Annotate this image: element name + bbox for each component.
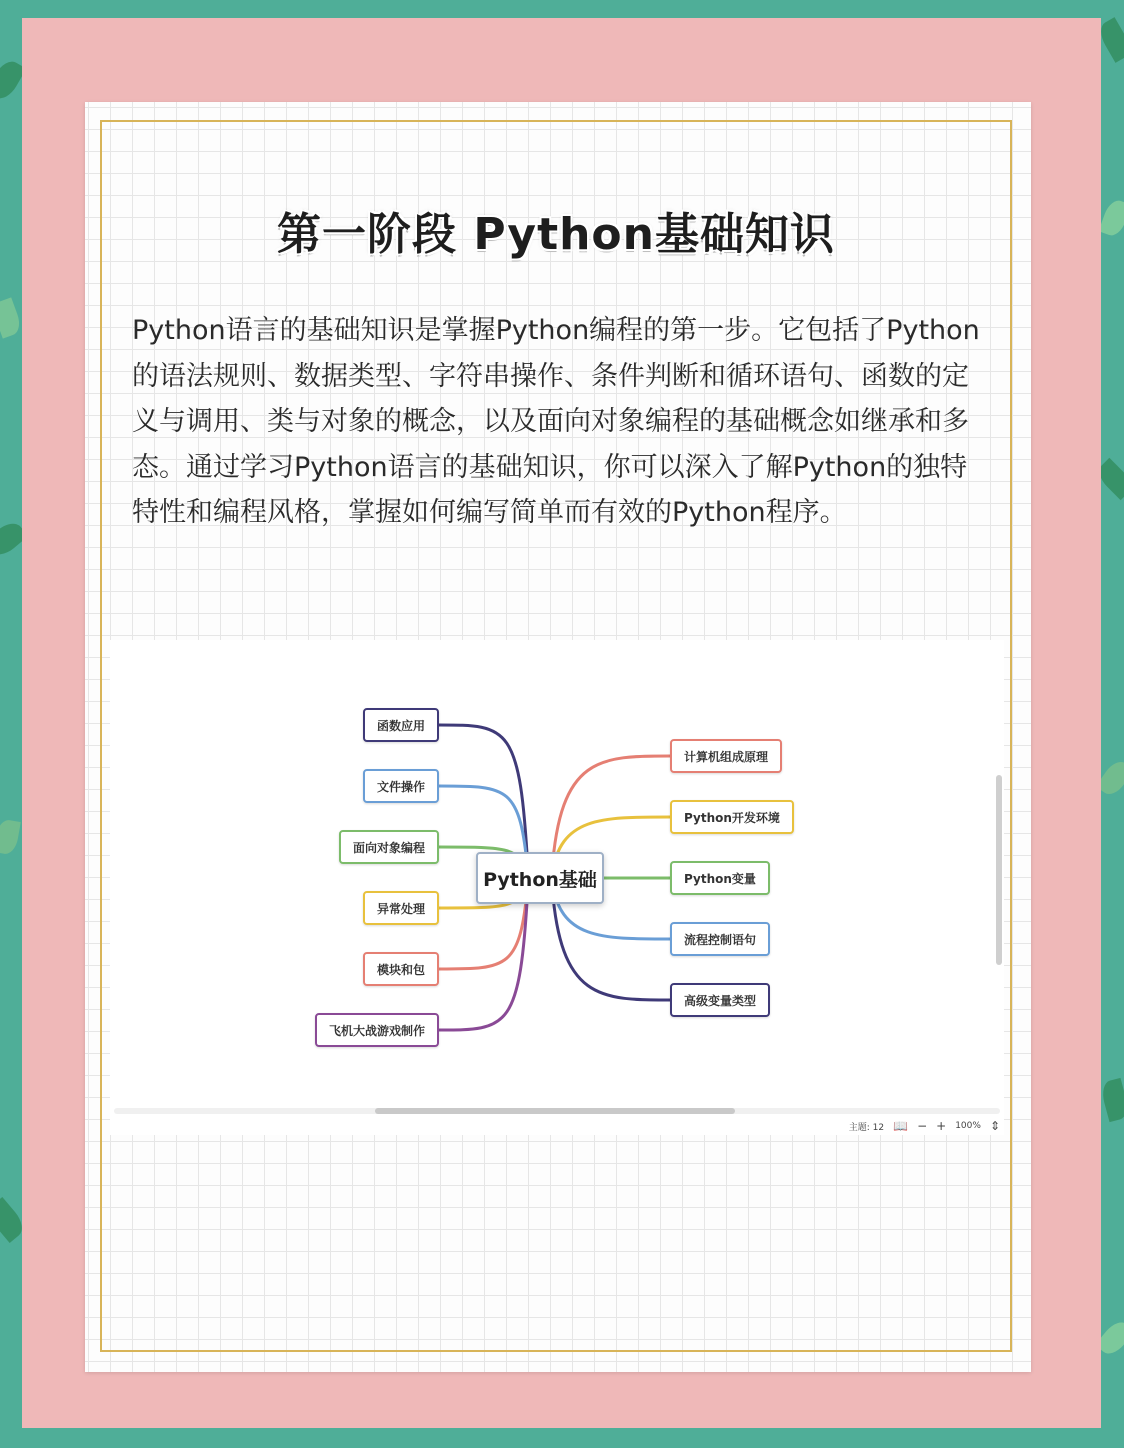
book-icon[interactable]: 📖 <box>893 1119 909 1133</box>
mindmap-node[interactable]: 流程控制语句 <box>670 922 770 956</box>
zoom-level[interactable]: 100% <box>955 1121 981 1131</box>
leaf-decoration <box>1099 1078 1124 1122</box>
horizontal-scrollbar[interactable] <box>375 1108 735 1114</box>
mindmap-node[interactable]: Python变量 <box>670 861 770 895</box>
mindmap-node[interactable]: 面向对象编程 <box>339 830 439 864</box>
leaf-decoration <box>0 297 23 338</box>
leaf-decoration <box>1099 197 1124 238</box>
mindmap-node[interactable]: 计算机组成原理 <box>670 739 782 773</box>
mindmap-node[interactable]: 飞机大战游戏制作 <box>315 1013 439 1047</box>
mindmap-node[interactable]: 异常处理 <box>363 891 439 925</box>
intro-paragraph: Python语言的基础知识是掌握Python编程的第一步。它包括了Python的语法规则、数据类型、字符串操作、条件判断和循环语句、函数的定义与调用、类与对象的概念，以及面向对象编程的基础概念如继承和多态。通过学习Python语言的基础知识，你可以深入了解Python的独特特性和编程风格，掌握如何编写简单而有效的Python程序。 <box>132 315 980 528</box>
mindmap-screenshot <box>110 640 1004 1135</box>
mindmap-node[interactable]: 文件操作 <box>363 769 439 803</box>
page-title: 第一阶段 Python基础知识 <box>277 209 835 260</box>
mindmap-node[interactable]: 模块和包 <box>363 952 439 986</box>
mindmap-node[interactable]: Python开发环境 <box>670 800 794 834</box>
zoom-out-button[interactable]: − <box>917 1119 928 1133</box>
status-bar <box>849 1118 1000 1134</box>
mindmap-center-node[interactable]: Python基础 <box>476 852 604 904</box>
zoom-stepper-icon[interactable]: ⇕ <box>989 1119 1000 1133</box>
zoom-in-button[interactable]: + <box>936 1119 947 1133</box>
leaf-decoration <box>0 818 21 855</box>
vertical-scrollbar[interactable] <box>996 775 1002 965</box>
mindmap-node[interactable]: 函数应用 <box>363 708 439 742</box>
topic-count: 主题: 12 <box>848 1122 885 1133</box>
mindmap-node[interactable]: 高级变量类型 <box>670 983 770 1017</box>
